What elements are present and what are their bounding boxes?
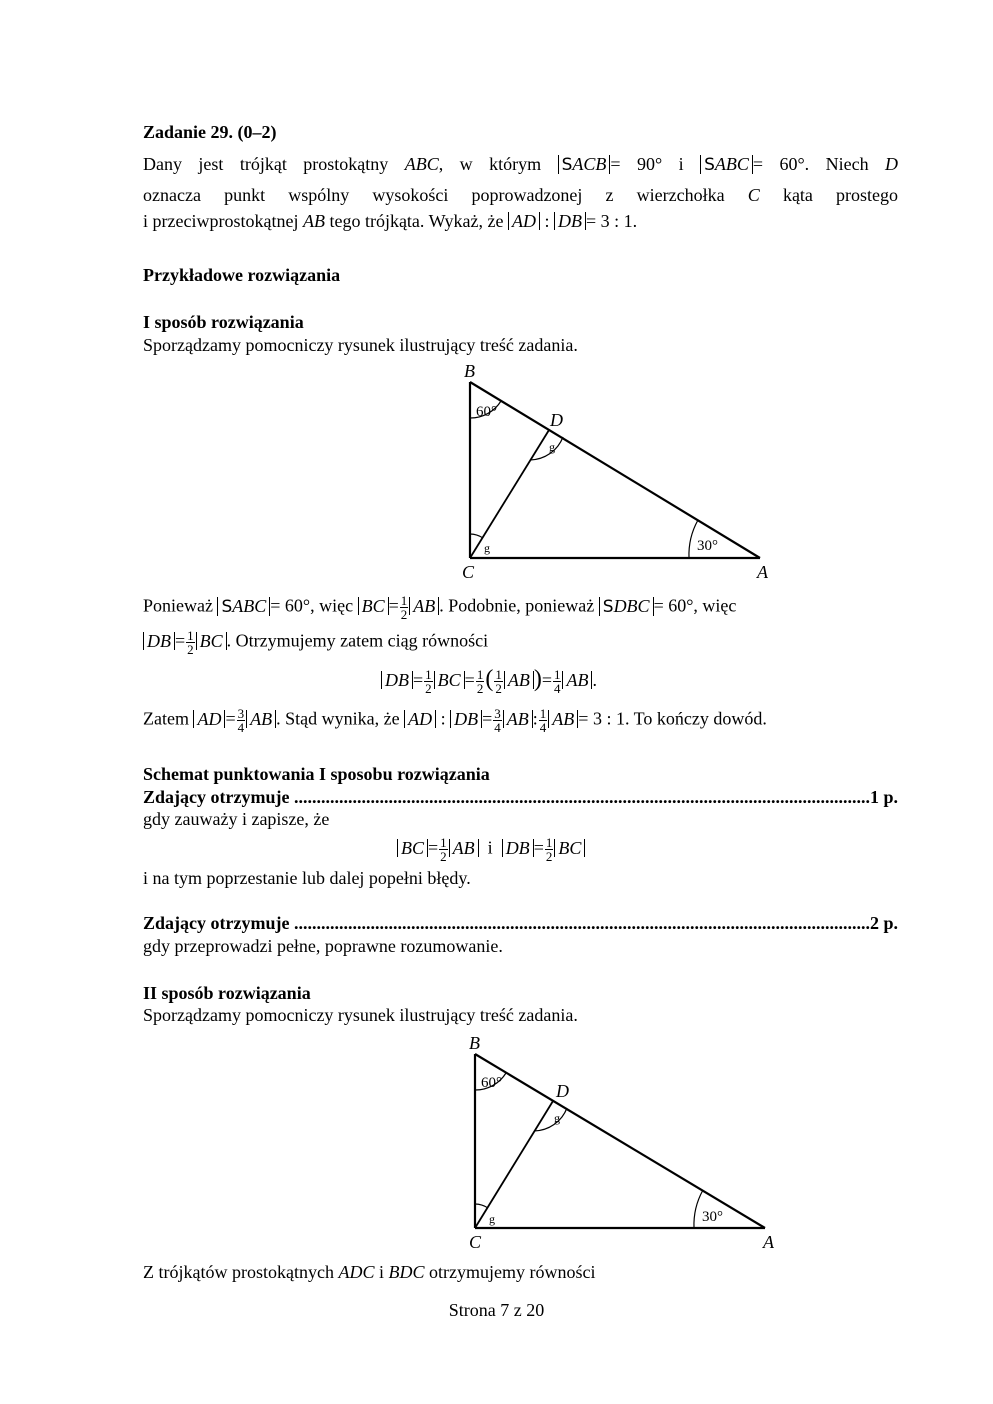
angle-a-value: 30° — [702, 1209, 723, 1225]
angle-value: = 90° — [610, 154, 663, 174]
method1-title: I sposób rozwiązania — [143, 312, 304, 332]
text: . Stąd wynika, że — [276, 708, 400, 729]
method2-after — [143, 1263, 595, 1281]
scoring1-row-1 — [143, 788, 898, 806]
denominator: 2 — [476, 681, 484, 697]
text: tego trójkąta. Wykaż, że — [329, 211, 504, 231]
denominator: 2 — [187, 642, 194, 657]
text: = — [175, 630, 186, 651]
row-points: 2 p. — [869, 913, 898, 933]
angle-symbol: S — [704, 155, 715, 175]
text: Dany jest trójkąt prostokątny — [143, 154, 389, 174]
vertex-b-label: B — [469, 1033, 480, 1053]
angle-b-value: 60° — [481, 1075, 502, 1091]
segment-db: DB — [554, 212, 586, 230]
numerator: 3 — [237, 706, 245, 721]
segment-ab: AB — [503, 710, 533, 728]
text: = 3 : 1. — [585, 211, 638, 231]
gamma-c-label: g — [484, 541, 490, 555]
text: = — [482, 708, 493, 729]
text: : — [544, 211, 550, 231]
text: i przeciwprostokątnej — [143, 211, 299, 231]
triangle — [475, 1054, 765, 1228]
text: Ponieważ — [143, 595, 213, 616]
denominator: 2 — [495, 681, 502, 697]
scoring1-row-2 — [143, 914, 898, 932]
method1-para-1 — [143, 594, 736, 621]
numerator: 1 — [539, 706, 547, 721]
method2-intro: Sporządzamy pomocniczy rysunek ilustrujący treść zadania. — [143, 1005, 578, 1025]
denominator: 4 — [237, 720, 245, 735]
segment-ad: AD — [404, 710, 436, 728]
fraction — [494, 668, 503, 695]
numerator: 1 — [545, 835, 553, 850]
task-line-3 — [143, 212, 637, 230]
text: , więc — [310, 595, 354, 616]
angle-symbol: S — [602, 596, 614, 617]
method1-figure — [440, 358, 800, 588]
numerator: 1 — [425, 667, 432, 683]
task-line-1 — [143, 155, 898, 174]
point-label: D — [885, 154, 899, 174]
text: i — [487, 837, 493, 858]
gamma-c-label: g — [489, 1212, 495, 1226]
angle-name: ACB — [572, 154, 607, 174]
solutions-header: Przykładowe rozwiązania — [143, 265, 341, 285]
segment-bc: BC — [397, 839, 428, 857]
fraction — [545, 836, 554, 863]
text: kąta prostego — [782, 185, 899, 205]
triangle-label: ADC — [338, 1262, 375, 1282]
text: Zatem — [143, 708, 189, 729]
task-title: Zadanie 29. (0–2) — [143, 122, 277, 142]
numerator: 1 — [495, 667, 502, 683]
segment-ab: AB — [562, 671, 592, 689]
segment-bc: BC — [196, 632, 227, 650]
leader-dots — [294, 914, 870, 932]
angle-b-value: 60° — [476, 404, 497, 420]
segment-db: DB — [502, 839, 534, 857]
segment-ab: AB — [449, 839, 479, 857]
denominator: 2 — [425, 681, 432, 697]
text: = — [413, 670, 424, 690]
angle-acb — [558, 155, 611, 174]
text: . Otrzymujemy zatem ciąg równości — [226, 630, 489, 651]
text: , więc — [693, 595, 737, 616]
text: oznacza punkt wspólny wysokości poprowadzonej z wierzchołka — [143, 185, 725, 205]
denominator: 4 — [494, 720, 501, 735]
fraction — [553, 668, 562, 695]
angle-abc — [217, 597, 270, 616]
scoring1-formula — [397, 836, 585, 863]
text: . Podobnie, ponieważ — [439, 595, 595, 616]
triangle — [470, 382, 760, 558]
task-line-2 — [143, 186, 898, 204]
leader-dots — [294, 788, 870, 806]
segment-bc: BC — [434, 671, 465, 689]
scoring1-row-1-desc: gdy zauważy i zapisze, że — [143, 809, 330, 829]
denominator: 2 — [400, 607, 408, 622]
scoring1-row-2-desc: gdy przeprowadzi pełne, poprawne rozumowanie. — [143, 936, 503, 956]
method2-figure — [445, 1030, 805, 1256]
angle-name: ABC — [714, 154, 749, 174]
row-label: Zdający otrzymuje — [143, 913, 290, 933]
segment-ab: AB — [409, 597, 439, 615]
triangle-label: BDC — [388, 1262, 425, 1282]
point-d-label: D — [550, 410, 563, 430]
numerator: 1 — [400, 593, 408, 608]
angle-value: = 60° — [653, 595, 694, 616]
row-label: Zdający otrzymuje — [143, 787, 290, 807]
segment-ab: AB — [504, 671, 534, 689]
segment-ad: AD — [193, 710, 225, 728]
segment-ab: AB — [548, 710, 578, 728]
row-points: 1 p. — [869, 787, 898, 807]
text: = — [225, 708, 236, 729]
fraction — [439, 836, 448, 863]
segment-label: AB — [302, 211, 325, 231]
angle-symbol: S — [561, 155, 573, 175]
method1-para-2 — [143, 629, 488, 656]
segment-ad: AD — [508, 212, 540, 230]
fraction — [539, 707, 548, 734]
angle-name: ABC — [232, 595, 267, 616]
text: Z trójkątów prostokątnych — [143, 1262, 334, 1282]
denominator: 2 — [440, 849, 447, 864]
denominator: 4 — [539, 720, 547, 735]
fraction — [400, 594, 409, 621]
text: = — [428, 837, 439, 858]
angle-name: DBC — [613, 595, 650, 616]
text: , w którym — [438, 154, 542, 174]
method2-title: II sposób rozwiązania — [143, 983, 311, 1003]
segment-ab: AB — [246, 710, 276, 728]
fraction — [424, 668, 433, 695]
triangle-label: ABC — [404, 154, 439, 174]
numerator: 1 — [476, 667, 484, 683]
text: = — [388, 595, 399, 616]
angle-a-value: 30° — [697, 538, 718, 554]
text: . — [592, 670, 597, 690]
text: i — [678, 154, 684, 174]
fraction — [493, 707, 502, 734]
text: : — [440, 708, 446, 729]
numerator: 3 — [494, 706, 501, 721]
scoring1-row-1-after: i na tym poprzestanie lub dalej popełni błędy. — [143, 868, 471, 888]
denominator: 2 — [545, 849, 553, 864]
equation-chain: DB = $\frac{1}{2}$ BC = $\frac{1}{2}$ ( $\frac{1}{2}$ AB )= $\frac{1}{4}$ AB . — [381, 667, 597, 695]
scoring1-title: Schemat punktowania I sposobu rozwiązania — [143, 764, 490, 784]
angle-value: = 60° — [270, 595, 311, 616]
gamma-d-label: g — [554, 1111, 560, 1125]
segment-bc: BC — [554, 839, 585, 857]
numerator: 1 — [553, 667, 561, 683]
vertex-a-label: A — [757, 562, 768, 582]
vertex-a-label: A — [763, 1232, 774, 1252]
angle-dbc — [599, 597, 654, 616]
text: = 3 : 1. To kończy dowód. — [578, 708, 767, 729]
fraction — [237, 707, 246, 734]
text: : — [532, 708, 538, 729]
text: otrzymujemy równości — [428, 1262, 596, 1282]
method1-para-3 — [143, 707, 767, 734]
angle-symbol: S — [221, 596, 233, 617]
gamma-d-label: g — [549, 440, 555, 454]
fraction — [476, 668, 485, 695]
vertex-c-label: C — [469, 1232, 482, 1252]
method1-intro: Sporządzamy pomocniczy rysunek ilustrujący treść zadania. — [143, 335, 578, 355]
segment-db: DB — [450, 710, 482, 728]
denominator: 4 — [553, 681, 561, 697]
fraction — [186, 629, 195, 656]
segment-bc: BC — [358, 597, 389, 615]
point-label: C — [747, 185, 760, 205]
segment-db: DB — [143, 632, 175, 650]
vertex-b-label: B — [464, 361, 475, 381]
numerator: 1 — [187, 628, 194, 643]
numerator: 1 — [440, 835, 447, 850]
angle-value: = 60° — [752, 154, 805, 174]
text: = — [533, 837, 544, 858]
point-d-label: D — [556, 1081, 569, 1101]
angle-abc — [700, 155, 753, 174]
text: i — [378, 1262, 384, 1282]
vertex-c-label: C — [462, 562, 475, 582]
text: . Niech — [804, 154, 869, 174]
page-footer: Strona 7 z 20 — [448, 1300, 545, 1320]
text: = — [464, 670, 475, 690]
text: = — [541, 670, 552, 690]
segment-db: DB — [381, 671, 413, 689]
